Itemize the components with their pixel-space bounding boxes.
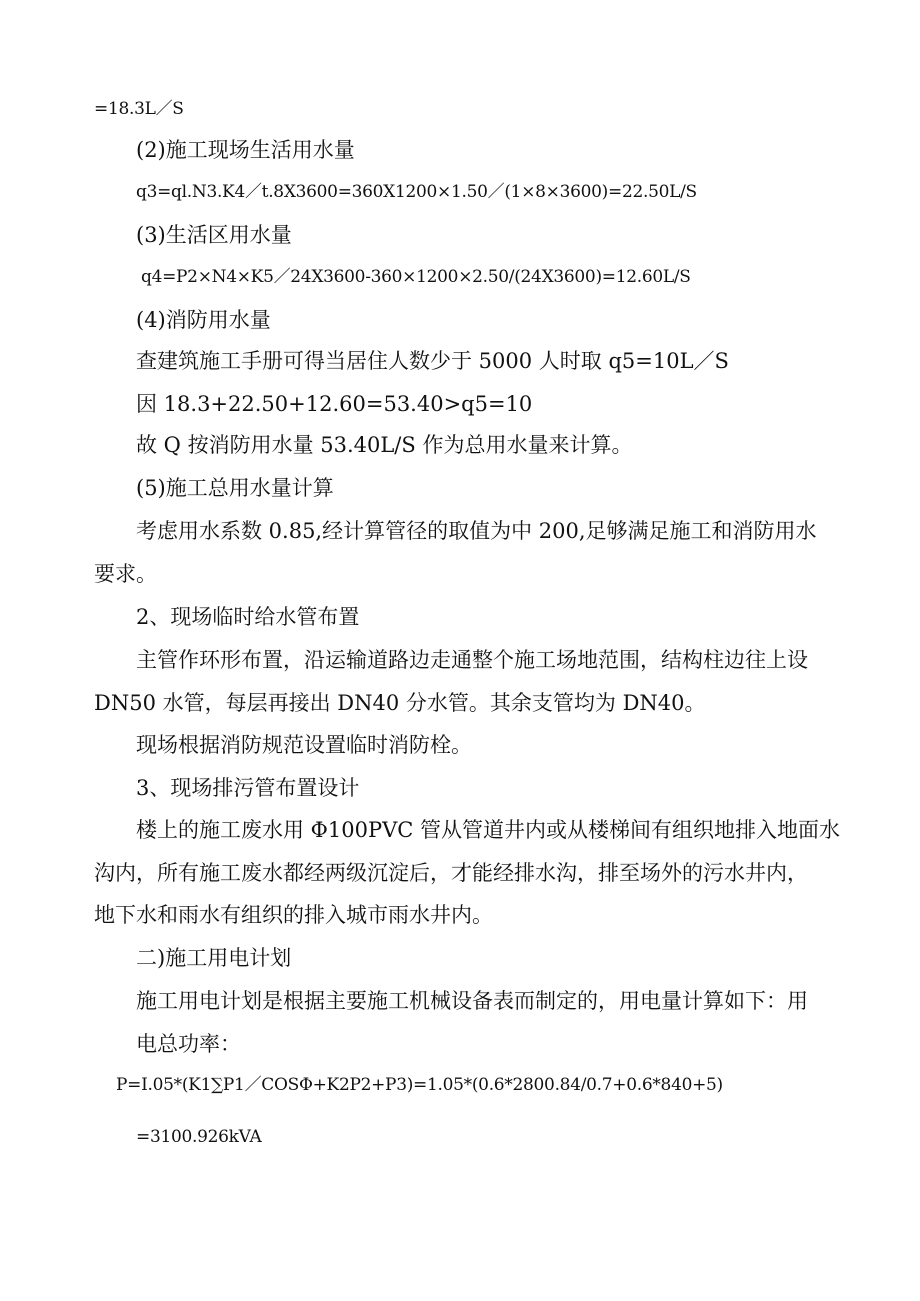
- formula-q3: q3=ql.N3.K4／t.8X3600=360X1200×1.50／(1×8×3600)=22.50L/S: [136, 182, 697, 202]
- heading-living-area-water: (3)生活区用水量: [136, 223, 292, 247]
- heading-sewage-design: 3、现场排污管布置设计: [136, 776, 360, 800]
- heading-total-water-calc: (5)施工总用水量计算: [136, 476, 334, 500]
- paragraph-wastewater-cont2: 地下水和雨水有组织的排入城市雨水井内。: [94, 903, 493, 927]
- heading-power-plan: 二)施工用电计划: [136, 946, 292, 970]
- heading-site-living-water: (2)施工现场生活用水量: [136, 138, 355, 162]
- heading-fire-water: (4)消防用水量: [136, 308, 271, 332]
- paragraph-power-plan-cont: 电总功率：: [136, 1032, 241, 1056]
- paragraph-wastewater: 楼上的施工废水用 Φ100PVC 管从管道井内或从楼梯间有组织地排入地面水: [136, 818, 841, 842]
- paragraph-coefficient-cont: 要求。: [94, 562, 157, 586]
- paragraph-main-pipe: 主管作环形布置，沿运输道路边走通整个施工场地范围，结构柱边往上设: [136, 648, 808, 672]
- heading-temp-water-supply: 2、现场临时给水管布置: [136, 605, 360, 629]
- paragraph-wastewater-cont1: 沟内，所有施工废水都经两级沉淀后，才能经排水沟，排至场外的污水井内，: [94, 861, 808, 885]
- line-result-q1: =18.3L／S: [94, 99, 184, 119]
- paragraph-main-pipe-cont: DN50 水管，每层再接出 DN40 分水管。其余支管均为 DN40。: [94, 691, 706, 715]
- paragraph-hydrant: 现场根据消防规范设置临时消防栓。: [136, 733, 472, 757]
- formula-q4: q4=P2×N4×K5／24X3600-360×1200×2.50/(24X3600)=12.60L/S: [141, 267, 691, 287]
- paragraph-power-plan: 施工用电计划是根据主要施工机械设备表而制定的，用电量计算如下：用: [136, 989, 808, 1013]
- paragraph-coefficient: 考虑用水系数 0.85,经计算管径的取值为中 200,足够满足施工和消防用水: [136, 519, 817, 543]
- formula-total-power: P=I.05*(K1∑P1／COSΦ+K2P2+P3)=1.05*(0.6*2800.84/0.7+0.6*840+5): [116, 1075, 723, 1095]
- paragraph-sum-compare: 因 18.3+22.50+12.60=53.40>q5=10: [136, 392, 533, 416]
- formula-total-power-result: =3100.926kVA: [136, 1127, 262, 1147]
- paragraph-total-basis: 故 Q 按消防用水量 53.40L/S 作为总用水量来计算。: [136, 433, 633, 457]
- paragraph-fire-manual: 查建筑施工手册可得当居住人数少于 5000 人时取 q5=10L／S: [136, 349, 729, 373]
